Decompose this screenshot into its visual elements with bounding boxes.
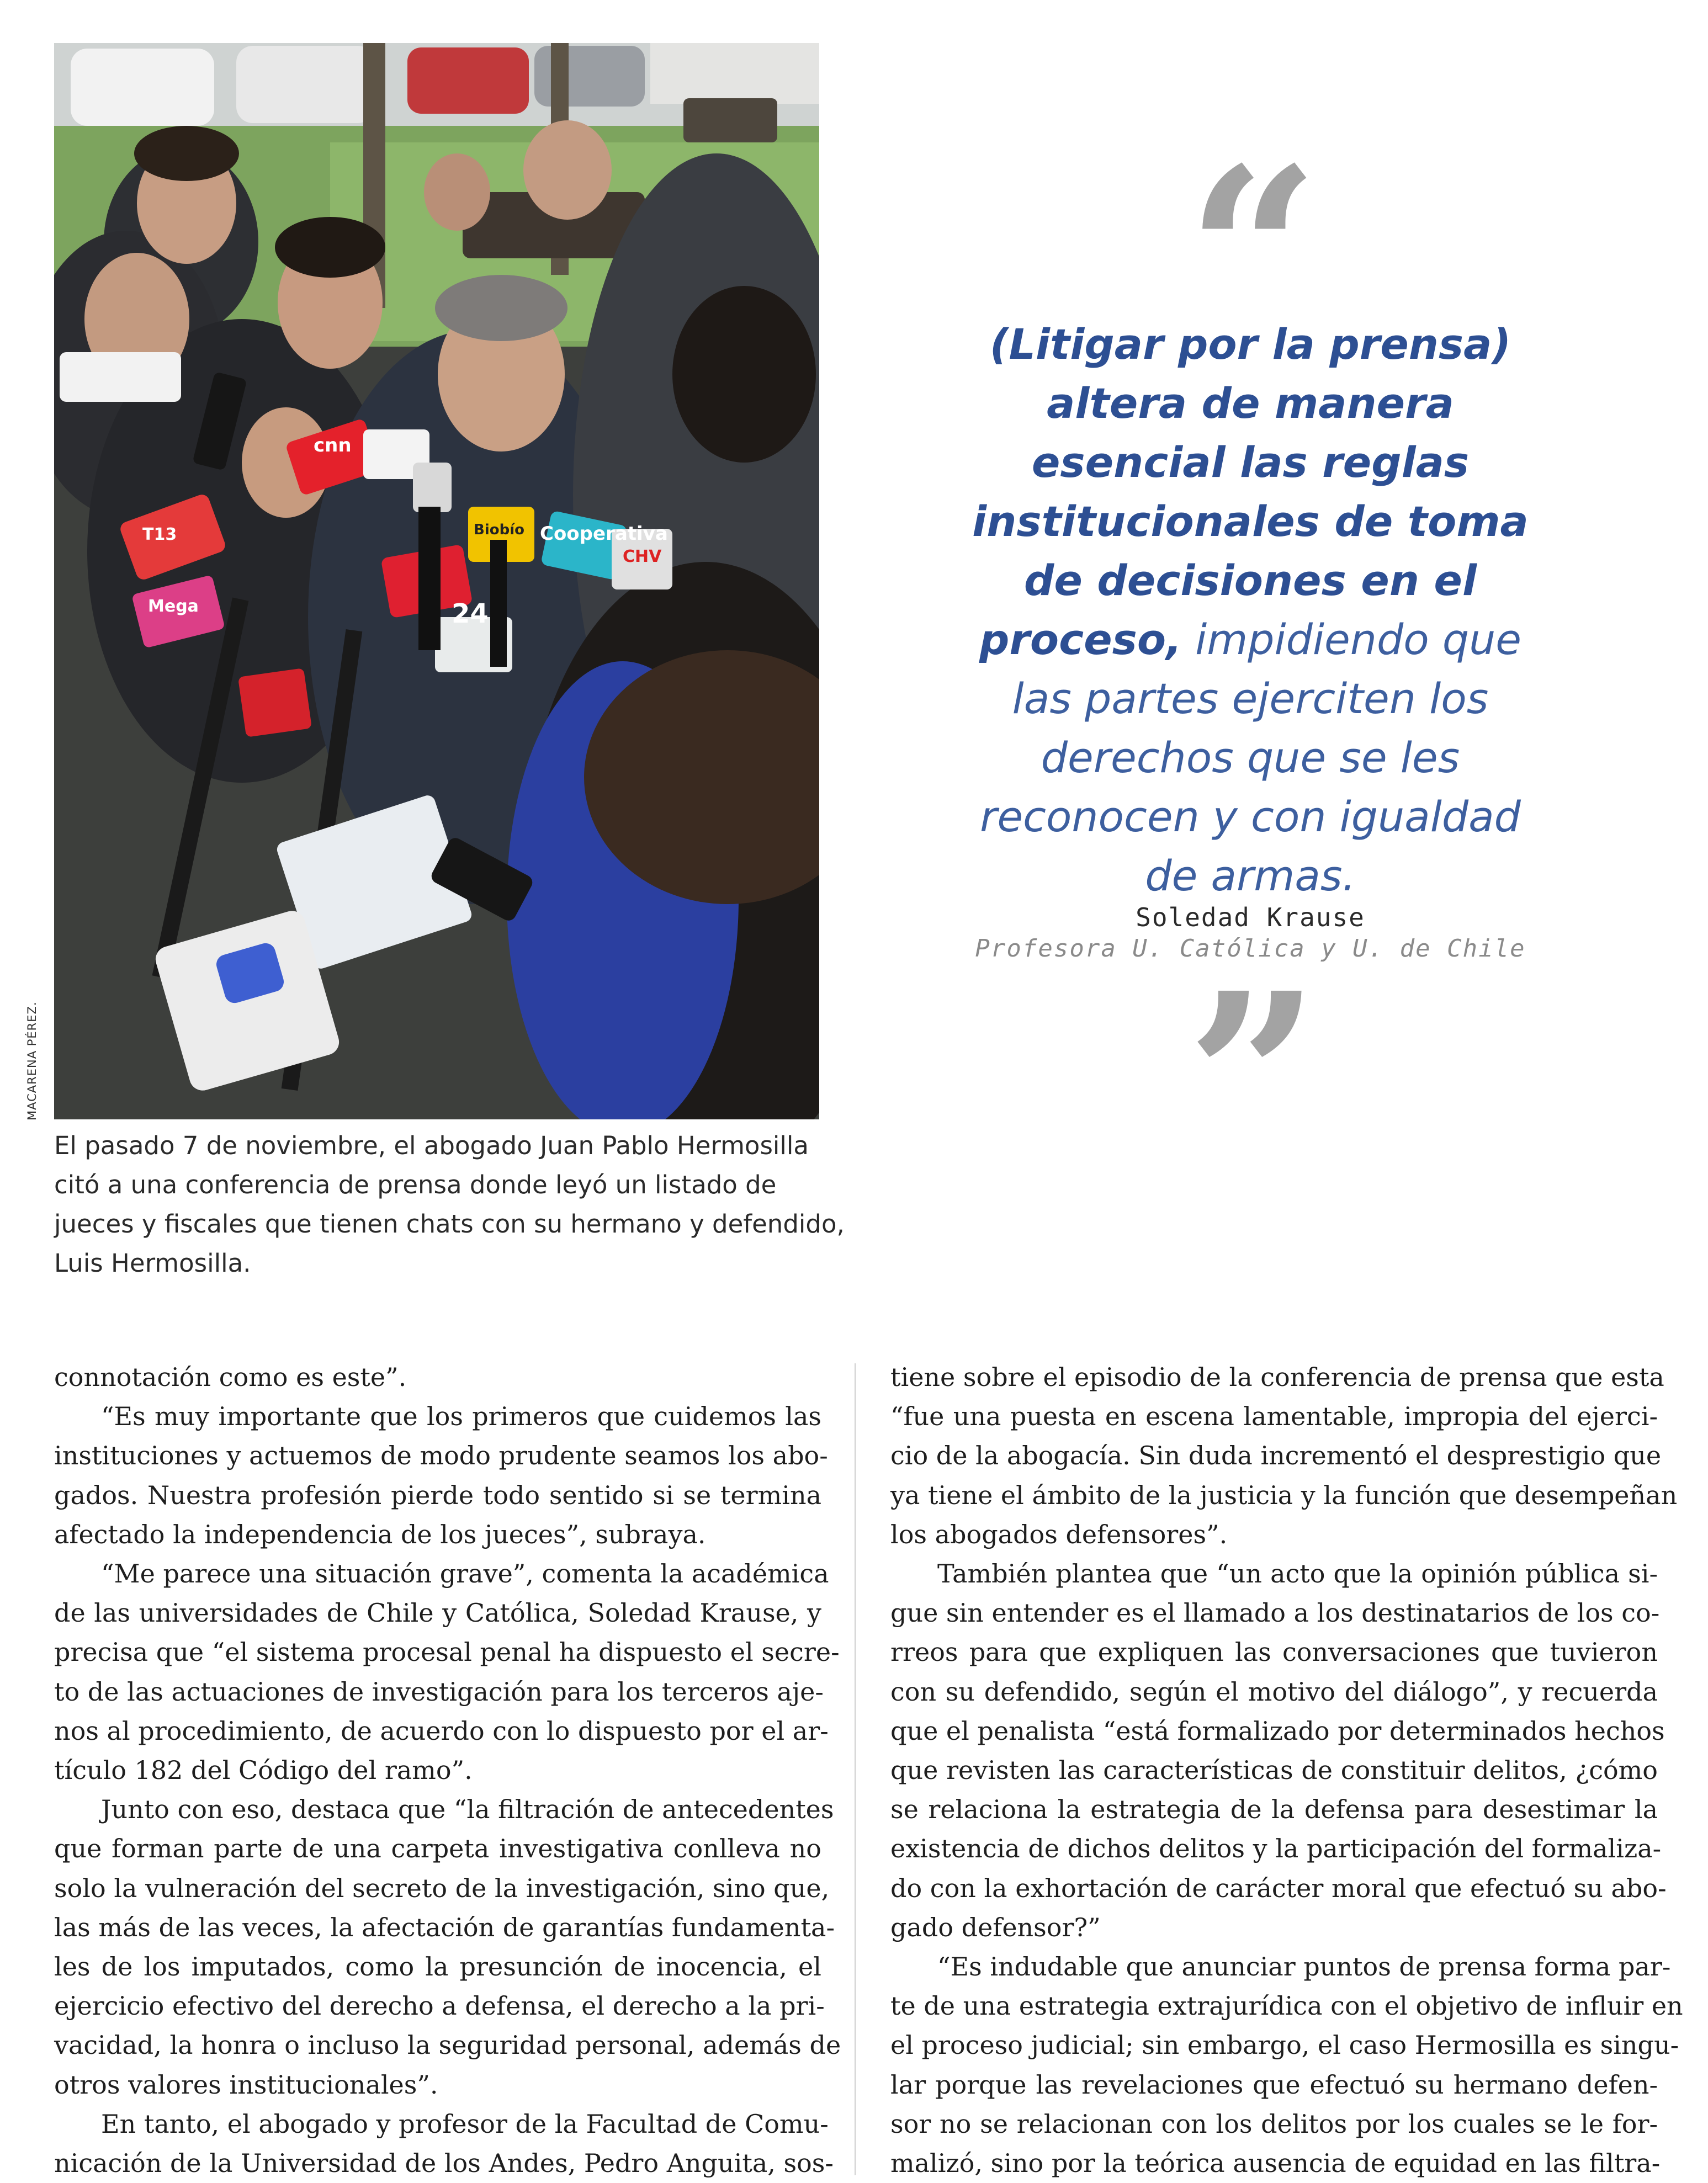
- article-column-right: [890, 1358, 1683, 2183]
- pull-quote-line: (Litigar por la prensa): [989, 320, 1511, 369]
- body-line: nicación de la Universidad de los Andes, Pedro Anguita, sos-: [54, 2148, 834, 2179]
- body-line: los abogados defensores”.: [890, 1519, 1228, 1549]
- body-line: te de una estrategia extrajurídica con el objetivo de influir en: [890, 1991, 1683, 2021]
- mic-label: Mega: [148, 597, 199, 616]
- mic-label-24: 24: [452, 598, 489, 629]
- body-line: el proceso judicial; sin embargo, el caso Hermosilla es singu-: [890, 2030, 1679, 2060]
- quote-author: Soledad Krause: [1136, 902, 1365, 932]
- pull-quote-line: derechos que se les: [1041, 733, 1460, 782]
- body-line: “Es muy importante que los primeros que cuidemos las: [101, 1401, 821, 1432]
- body-line: rreos para que expliquen las conversaciones que tuvieron: [890, 1637, 1658, 1667]
- body-line: precisa que “el sistema procesal penal ha dispuesto el secre-: [54, 1637, 840, 1667]
- pull-quote: [938, 315, 1562, 905]
- body-line: cio de la abogacía. Sin duda incrementó el desprestigio que: [890, 1441, 1662, 1471]
- close-quote-mark: ”: [1186, 943, 1320, 1215]
- body-line: con su defendido, según el motivo del diálogo”, y recuerda: [890, 1676, 1658, 1707]
- body-line: En tanto, el abogado y profesor de la Facultad de Comu-: [101, 2108, 829, 2139]
- body-line: que revisten las características de constituir delitos, ¿cómo: [890, 1755, 1658, 1786]
- body-line: También plantea que “un acto que la opinión pública si-: [937, 1559, 1658, 1589]
- body-line: nos al procedimiento, de acuerdo con lo dispuesto por el ar-: [54, 1715, 829, 1746]
- press-conference-photo: [54, 43, 819, 1119]
- caption-line: citó a una conferencia de prensa donde leyó un listado de: [54, 1170, 777, 1199]
- body-line: que el penalista “está formalizado por determinados hechos: [890, 1715, 1665, 1746]
- body-line: ya tiene el ámbito de la justicia y la función que desempeñan: [890, 1480, 1678, 1510]
- quote-author-role: Profesora U. Católica y U. de Chile: [975, 934, 1526, 963]
- pull-quote-line: reconocen y con igualdad: [980, 792, 1521, 841]
- body-line: gue sin entender es el llamado a los destinatarios de los co-: [890, 1598, 1660, 1628]
- body-line: “Me parece una situación grave”, comenta la académica: [101, 1559, 829, 1589]
- body-line: sor no se relacionan con los delitos por los cuales se le for-: [890, 2108, 1658, 2139]
- body-line: instituciones y actuemos de modo prudente seamos los abo-: [54, 1441, 828, 1471]
- column-divider: [855, 1363, 856, 2175]
- mic-label: CHV: [623, 547, 662, 566]
- mic-label: Biobío: [474, 522, 524, 538]
- body-line: connotación como es este”.: [54, 1362, 407, 1392]
- pull-quote-line: altera de manera: [1047, 379, 1454, 428]
- pull-quote-line: de armas.: [1145, 851, 1356, 900]
- body-line: ejercicio efectivo del derecho a defensa, el derecho a la pri-: [54, 1991, 825, 2021]
- caption-line: jueces y fiscales que tienen chats con su hermano y defendido,: [54, 1209, 845, 1239]
- body-line: tículo 182 del Código del ramo”.: [54, 1755, 473, 1786]
- body-line: gado defensor?”: [890, 1912, 1101, 1942]
- photo-caption: [54, 1126, 845, 1283]
- body-line: do con la exhortación de carácter moral que efectuó su abo-: [890, 1873, 1667, 1903]
- body-line: tiene sobre el episodio de la conferencia de prensa que esta: [890, 1362, 1664, 1392]
- article-column-left: [54, 1358, 841, 2183]
- mic-label: T13: [142, 525, 177, 544]
- body-line: gados. Nuestra profesión pierde todo sentido si se termina: [54, 1480, 821, 1510]
- body-line: que forman parte de una carpeta investigativa conlleva no: [54, 1834, 821, 1864]
- mic-label: Cooperativa: [540, 523, 668, 545]
- body-line: les de los imputados, como la presunción de inocencia, el: [54, 1952, 821, 1982]
- body-line: vacidad, la honra o incluso la seguridad personal, además de: [54, 2030, 841, 2060]
- body-line: otros valores institucionales”.: [54, 2069, 438, 2100]
- body-line: se relaciona la estrategia de la defensa para desestimar la: [890, 1794, 1658, 1825]
- pull-quote-line: las partes ejerciten los: [1012, 674, 1489, 723]
- body-line: “fue una puesta en escena lamentable, impropia del ejerci-: [890, 1401, 1658, 1432]
- body-line: lar porque las revelaciones que efectuó su hermano defen-: [890, 2069, 1658, 2100]
- body-line: afectado la independencia de los jueces”, subraya.: [54, 1519, 706, 1549]
- open-quote-mark: “: [1186, 118, 1320, 390]
- pull-quote-line: de decisiones en el: [1023, 556, 1477, 605]
- caption-line: Luis Hermosilla.: [54, 1249, 251, 1278]
- body-line: Junto con eso, destaca que “la filtración de antecedentes: [101, 1794, 834, 1825]
- body-line: de las universidades de Chile y Católica, Soledad Krause, y: [54, 1598, 821, 1628]
- pull-quote-line: proceso, impidiendo que: [979, 615, 1522, 664]
- mic-label: cnn: [314, 434, 352, 456]
- pull-quote-line: institucionales de toma: [972, 497, 1529, 546]
- body-line: solo la vulneración del secreto de la investigación, sino que,: [54, 1873, 830, 1903]
- pull-quote-line: esencial las reglas: [1031, 438, 1470, 487]
- caption-line: El pasado 7 de noviembre, el abogado Juan Pablo Hermosilla: [54, 1131, 809, 1160]
- body-line: las más de las veces, la afectación de garantías fundamenta-: [54, 1912, 835, 1942]
- body-line: existencia de dichos delitos y la participación del formaliza-: [890, 1834, 1662, 1864]
- body-line: malizó, sino por la teórica ausencia de equidad en las filtra-: [890, 2148, 1661, 2179]
- body-line: to de las actuaciones de investigación para los terceros aje-: [54, 1676, 824, 1707]
- body-line: “Es indudable que anunciar puntos de prensa forma par-: [937, 1952, 1671, 1982]
